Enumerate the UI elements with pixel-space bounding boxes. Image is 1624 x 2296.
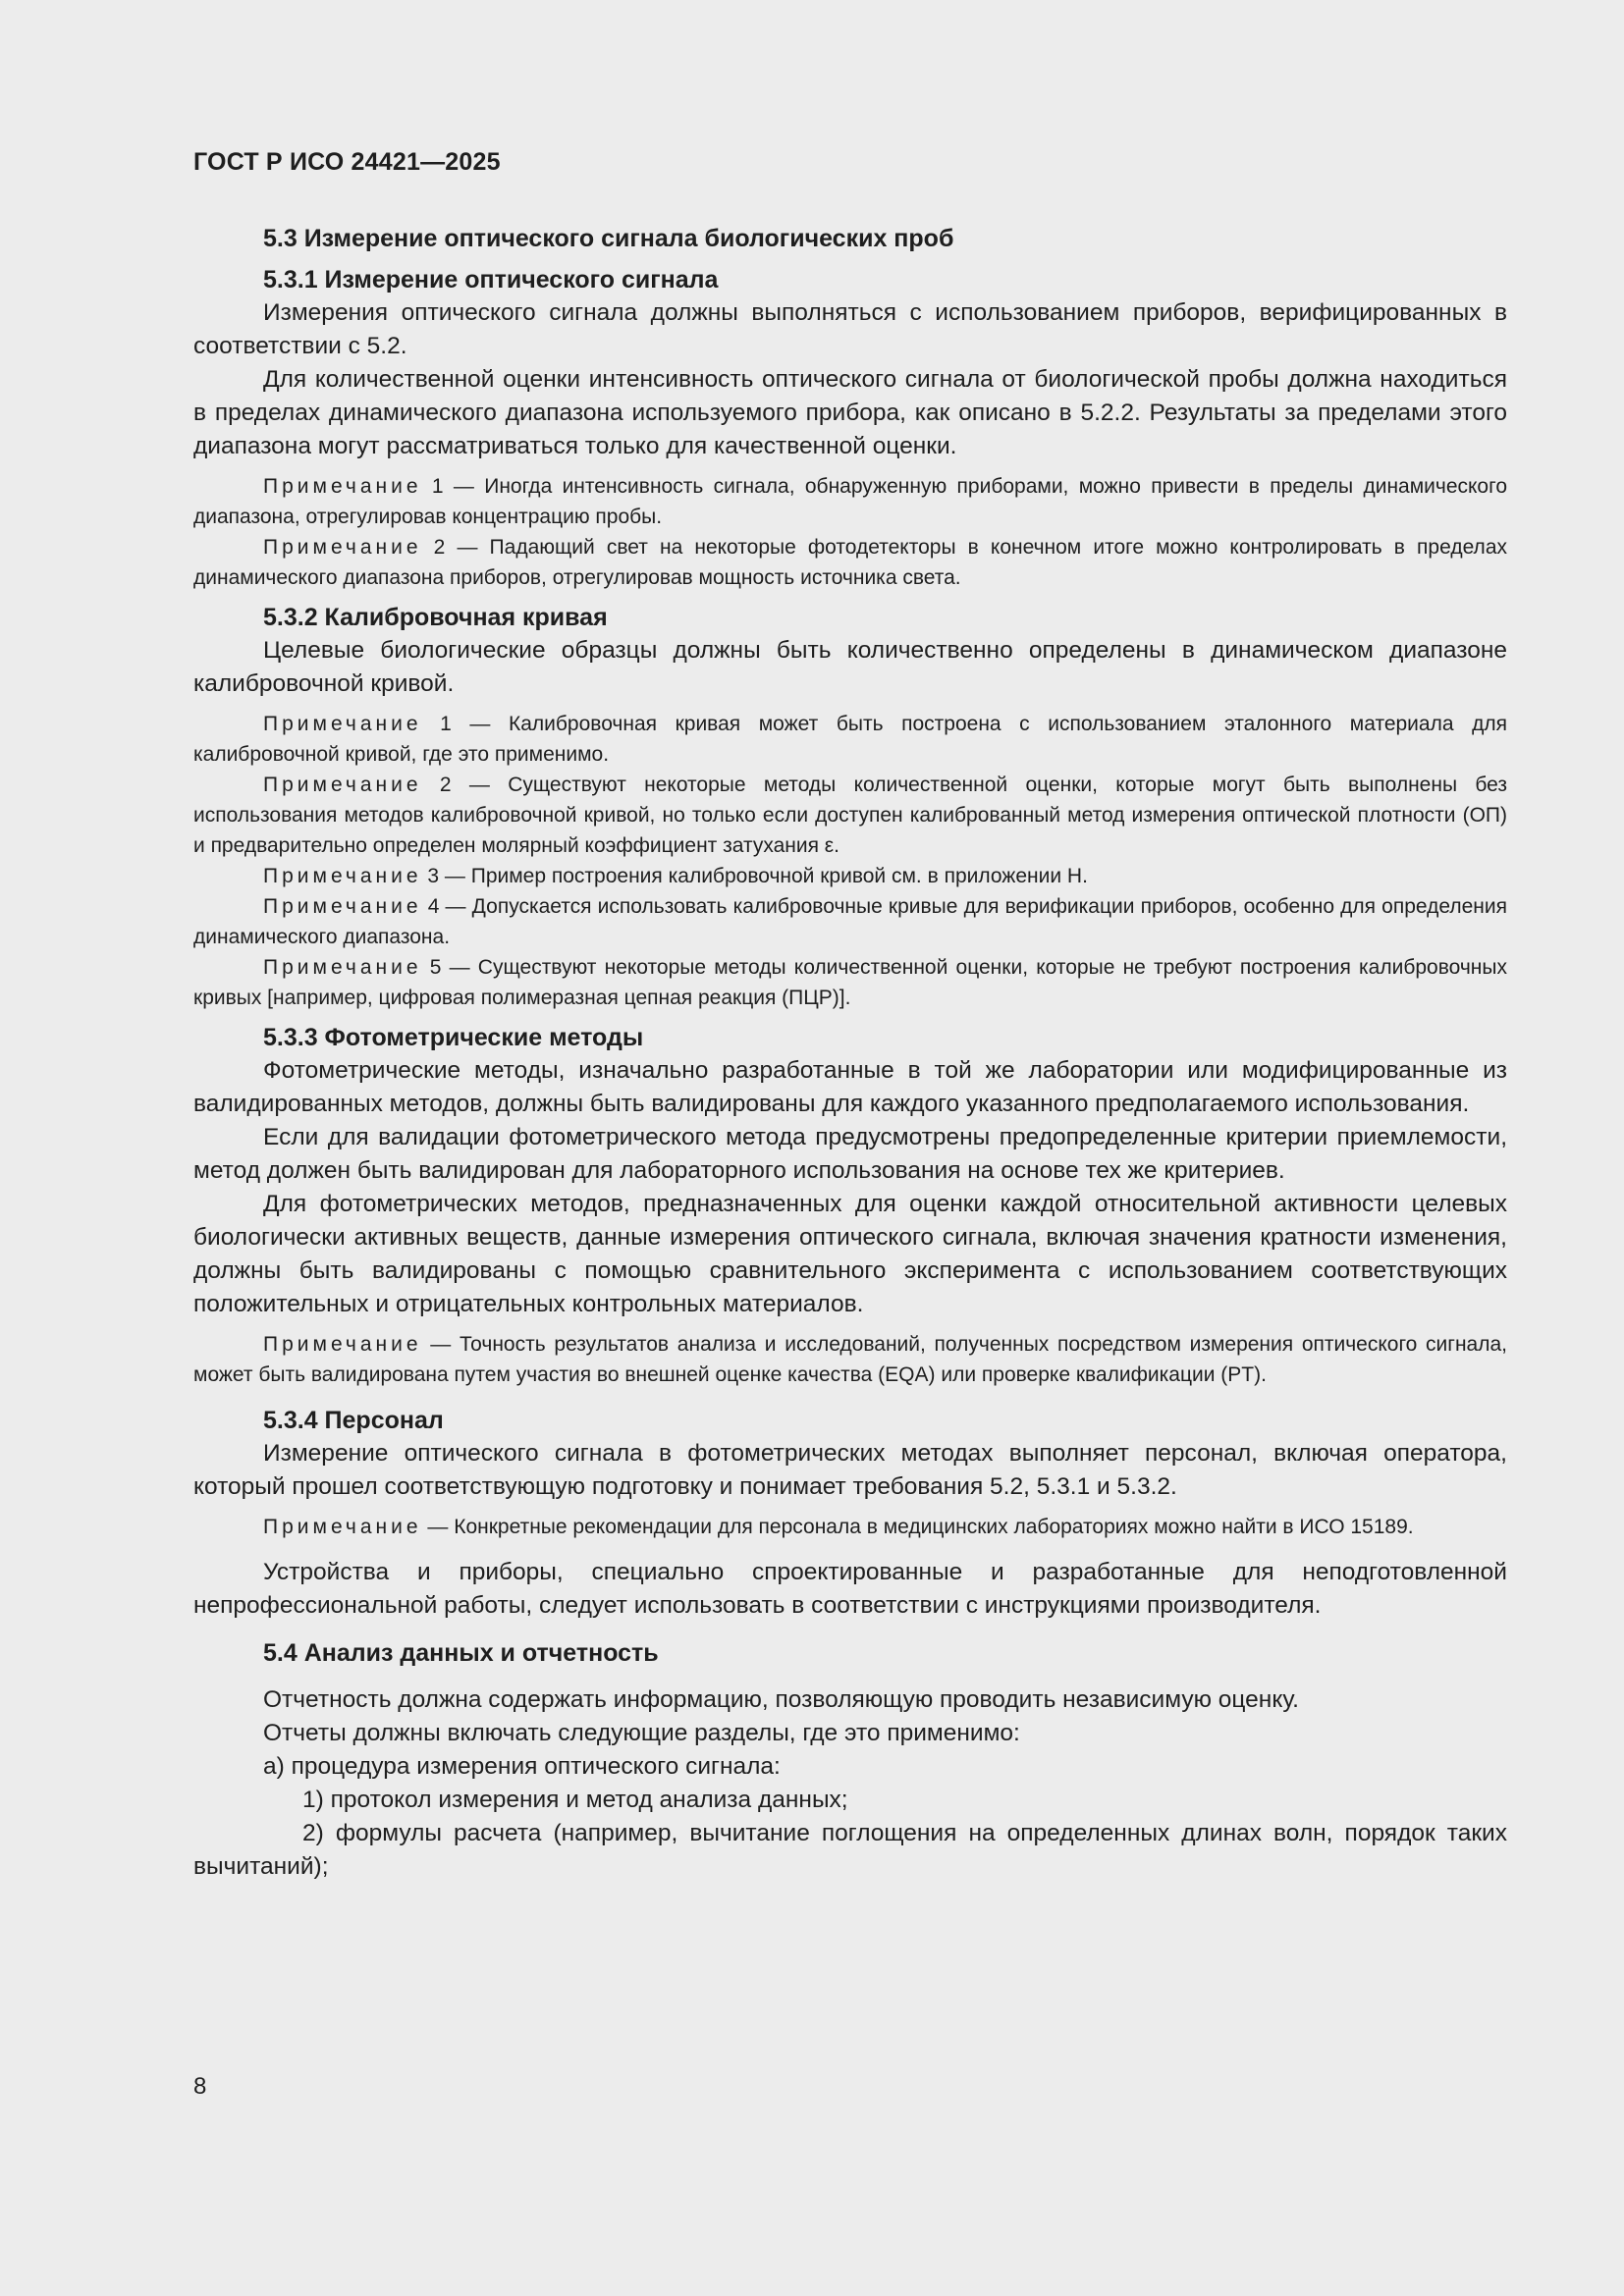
list-item: 1) протокол измерения и метод анализа данных; (302, 1787, 848, 1813)
note-text: — Конкретные рекомендации для персонала в медицинских лабораториях можно найти в ИСО 15189. (421, 1516, 1414, 1538)
section-5-3-1-title: 5.3.1 Измерение оптического сигнала (263, 266, 719, 294)
note-text: 1 — Иногда интенсивность сигнала, обнаруженную приборами, можно привести в пределы динамического диапазона, отрегулировав концентрацию пробы. (193, 475, 1507, 528)
note-text: 2 — Падающий свет на некоторые фотодетекторы в конечном итоге можно контролировать в пределах динамического диапазона приборов, отрегулировав мощность источника света. (193, 536, 1507, 589)
section-5-3-title: 5.3 Измерение оптического сигнала биологических проб (263, 225, 954, 252)
paragraph: Измерения оптического сигнала должны выполняться с использованием приборов, верифицированных в соответствии с 5.2. (193, 299, 1507, 359)
note-text: 1 — Калибровочная кривая может быть построена с использованием эталонного материала для калибровочной кривой, где это применимо. (193, 713, 1507, 766)
paragraph: Измерение оптического сигнала в фотометрических методах выполняет персонал, включая оператора, который прошел соответствующую подготовку и понимает требования 5.2, 5.3.1 и 5.3.2. (193, 1440, 1507, 1500)
note-label: Примечание (263, 536, 422, 559)
paragraph: Если для валидации фотометрического метода предусмотрены предопределенные критерии приемлемости, метод должен быть валидирован для лабораторного использования на основе тех же критериев. (193, 1124, 1507, 1184)
note (193, 770, 1507, 861)
note-label: Примечание (263, 1516, 422, 1538)
paragraph: Отчеты должны включать следующие разделы, где это применимо: (263, 1720, 1020, 1746)
note-text: 5 — Существуют некоторые методы количественной оценки, которые не требуют построения калибровочных кривых [например, цифровая полимеразная цепная реакция (ПЦР)]. (193, 956, 1507, 1009)
note (193, 952, 1507, 1013)
page-number: 8 (193, 2073, 207, 2100)
note (193, 1512, 1507, 1542)
note-label: Примечание (263, 956, 422, 979)
page-content (193, 222, 1507, 1884)
note (193, 891, 1507, 952)
note-text: 4 — Допускается использовать калибровочные кривые для верификации приборов, особенно для определения динамического диапазона. (193, 895, 1507, 948)
note (193, 471, 1507, 532)
note-label: Примечание (263, 713, 422, 735)
paragraph: Для фотометрических методов, предназначенных для оценки каждой относительной активности целевых биологически активных веществ, данные измерения оптического сигнала, включая значения кратности изменения, должны быть валидированы с помощью сравнительного эксперимента с использованием соответствующих положительных и отрицательных контрольных материалов. (193, 1191, 1507, 1317)
paragraph: Фотометрические методы, изначально разработанные в той же лаборатории или модифицированные из валидированных методов, должны быть валидированы для каждого указанного предполагаемого использования. (193, 1057, 1507, 1117)
note (193, 861, 1507, 891)
paragraph: Целевые биологические образцы должны быть количественно определены в динамическом диапазоне калибровочной кривой. (193, 637, 1507, 697)
section-5-4-title: 5.4 Анализ данных и отчетность (263, 1639, 659, 1667)
note (193, 1329, 1507, 1390)
note-label: Примечание (263, 475, 422, 498)
paragraph: Отчетность должна содержать информацию, позволяющую проводить независимую оценку. (263, 1686, 1299, 1713)
note-label: Примечание (263, 774, 422, 796)
note-text: 2 — Существуют некоторые методы количественной оценки, которые могут быть выполнены без использования методов калибровочной кривой, но только если доступен калиброванный метод измерения оптической плотности (ОП) и предварительно определен молярный коэффициент затухания ε. (193, 774, 1507, 857)
note-label: Примечание (263, 895, 422, 918)
note-label: Примечание (263, 1333, 422, 1356)
note-text: 3 — Пример построения калибровочной кривой см. в приложении Н. (421, 865, 1088, 887)
note (193, 709, 1507, 770)
note (193, 532, 1507, 593)
paragraph: Устройства и приборы, специально спроектированные и разработанные для неподготовленной непрофессиональной работы, следует использовать в соответствии с инструкциями производителя. (193, 1559, 1507, 1619)
list-item: 2) формулы расчета (например, вычитание поглощения на определенных длинах волн, порядок таких вычитаний); (193, 1820, 1507, 1880)
note-text: — Точность результатов анализа и исследований, полученных посредством измерения оптического сигнала, может быть валидирована путем участия во внешней оценке качества (EQA) или проверке квалификации (PT). (193, 1333, 1507, 1386)
section-5-3-4-title: 5.3.4 Персонал (263, 1407, 444, 1434)
paragraph: Для количественной оценки интенсивность оптического сигнала от биологической пробы должна находиться в пределах динамического диапазона используемого прибора, как описано в 5.2.2. Результаты за пределами этого диапазона могут рассматриваться только для качественной оценки. (193, 366, 1507, 459)
list-item: а) процедура измерения оптического сигнала: (263, 1753, 781, 1780)
note-label: Примечание (263, 865, 422, 887)
section-5-3-3-title: 5.3.3 Фотометрические методы (263, 1024, 644, 1051)
document-header: ГОСТ Р ИСО 24421—2025 (193, 148, 501, 176)
section-5-3-2-title: 5.3.2 Калибровочная кривая (263, 604, 608, 631)
